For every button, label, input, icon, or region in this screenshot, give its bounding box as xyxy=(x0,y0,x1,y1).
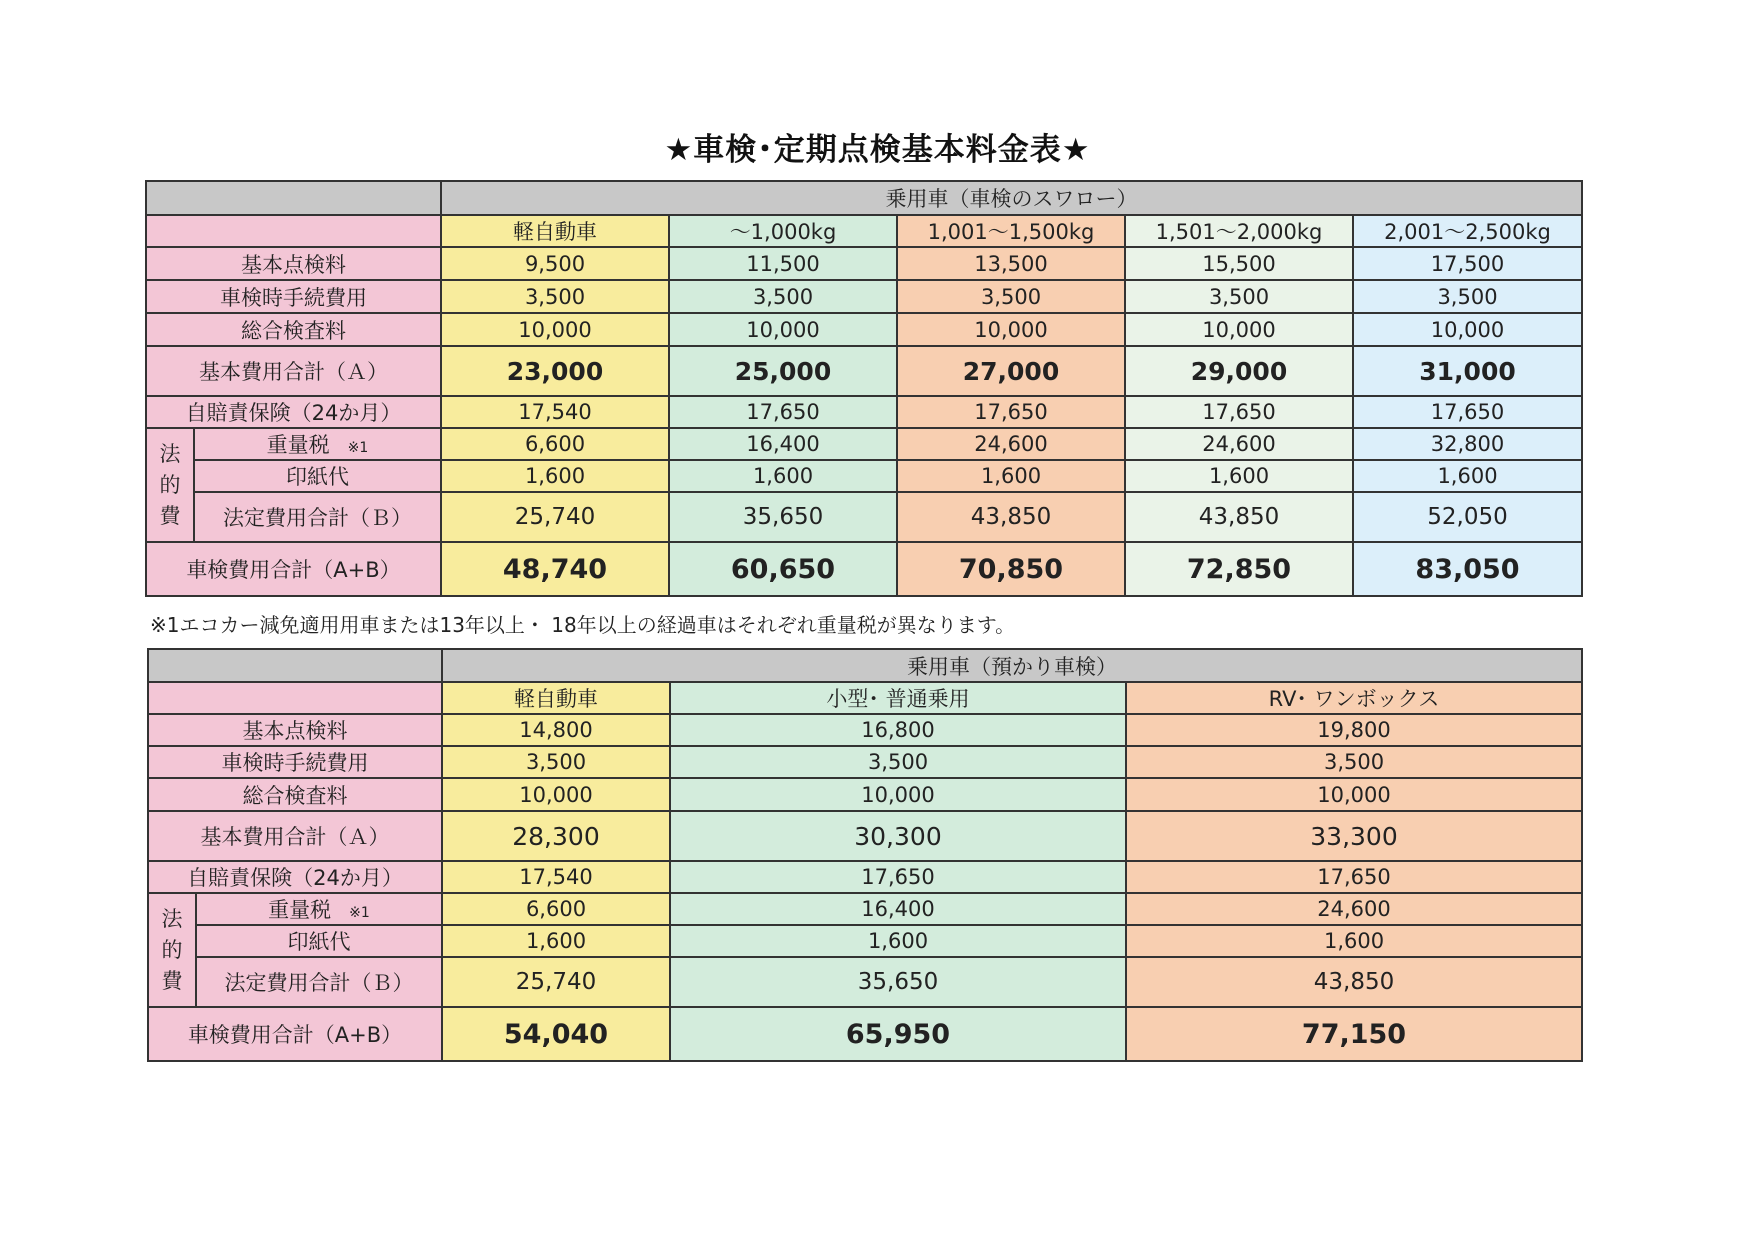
row-label-weight-tax xyxy=(194,428,441,460)
cell-value: 72,850 xyxy=(1125,542,1353,596)
cell-value: 16,400 xyxy=(670,893,1126,925)
column-header: 1,501～2,000kg xyxy=(1125,215,1353,247)
table-row-subtotal-a xyxy=(148,811,1582,861)
legal-fees-side-label xyxy=(146,428,194,542)
row-label: 総合検査料 xyxy=(146,313,441,346)
column-header-row xyxy=(148,682,1582,714)
cell-value: 6,600 xyxy=(442,893,670,925)
cell-value: 11,500 xyxy=(669,247,897,280)
cell-value: 83,050 xyxy=(1353,542,1582,596)
table-header: 乗用車（車検のスワロー） xyxy=(441,181,1582,215)
row-label: 印紙代 xyxy=(194,460,441,492)
column-header-row xyxy=(146,215,1582,247)
cell-value: 10,000 xyxy=(1353,313,1582,346)
column-header: ～1,000kg xyxy=(669,215,897,247)
cell-value: 10,000 xyxy=(1125,313,1353,346)
cell-value: 1,600 xyxy=(669,460,897,492)
table-row-grand-total xyxy=(148,1007,1582,1061)
column-header: 1,001～1,500kg xyxy=(897,215,1125,247)
cell-value: 10,000 xyxy=(441,313,669,346)
row-label: 印紙代 xyxy=(196,925,442,957)
side-label-char: 法 xyxy=(161,906,183,931)
fee-table-drop-off xyxy=(147,648,1583,1062)
row-label: 車検時手続費用 xyxy=(148,746,442,778)
table-header: 乗用車（預かり車検） xyxy=(442,649,1582,682)
cell-value: 3,500 xyxy=(670,746,1126,778)
cell-value: 1,600 xyxy=(442,925,670,957)
table-row xyxy=(146,460,1582,492)
cell-value: 15,500 xyxy=(1125,247,1353,280)
cell-value: 48,740 xyxy=(441,542,669,596)
cell-value: 1,600 xyxy=(1353,460,1582,492)
cell-value: 1,600 xyxy=(1126,925,1582,957)
cell-value: 16,800 xyxy=(670,714,1126,746)
cell-value: 1,600 xyxy=(897,460,1125,492)
table-row xyxy=(148,861,1582,893)
column-header-blank xyxy=(146,215,441,247)
cell-value: 10,000 xyxy=(669,313,897,346)
cell-value: 29,000 xyxy=(1125,346,1353,396)
column-header: 軽自動車 xyxy=(442,682,670,714)
header-blank-cell xyxy=(148,649,442,682)
cell-value: 3,500 xyxy=(669,280,897,313)
cell-value: 3,500 xyxy=(1125,280,1353,313)
cell-value: 33,300 xyxy=(1126,811,1582,861)
cell-value: 25,740 xyxy=(441,492,669,542)
row-label: 重量税 xyxy=(266,433,330,457)
row-label: 自賠責保険（24か月） xyxy=(146,396,441,428)
cell-value: 24,600 xyxy=(1126,893,1582,925)
cell-value: 19,800 xyxy=(1126,714,1582,746)
cell-value: 3,500 xyxy=(442,746,670,778)
table-row xyxy=(146,280,1582,313)
cell-value: 10,000 xyxy=(897,313,1125,346)
header-blank-cell xyxy=(146,181,441,215)
cell-value: 31,000 xyxy=(1353,346,1582,396)
cell-value: 10,000 xyxy=(670,778,1126,811)
row-label: 車検時手続費用 xyxy=(146,280,441,313)
cell-value: 17,540 xyxy=(442,861,670,893)
row-label: 車検費用合計（A+B） xyxy=(148,1007,442,1061)
table-row xyxy=(148,714,1582,746)
cell-value: 17,650 xyxy=(670,861,1126,893)
table-row xyxy=(148,893,1582,925)
column-header: 2,001～2,500kg xyxy=(1353,215,1582,247)
cell-value: 30,300 xyxy=(670,811,1126,861)
cell-value: 70,850 xyxy=(897,542,1125,596)
table-header-row xyxy=(146,181,1582,215)
cell-value: 9,500 xyxy=(441,247,669,280)
cell-value: 13,500 xyxy=(897,247,1125,280)
table-row xyxy=(148,746,1582,778)
cell-value: 77,150 xyxy=(1126,1007,1582,1061)
side-label-char: 費 xyxy=(161,968,183,993)
column-header: 軽自動車 xyxy=(441,215,669,247)
cell-value: 60,650 xyxy=(669,542,897,596)
cell-value: 43,850 xyxy=(1126,957,1582,1007)
cell-value: 17,650 xyxy=(1353,396,1582,428)
side-label-char: 費 xyxy=(159,503,181,528)
cell-value: 1,600 xyxy=(441,460,669,492)
table-row xyxy=(146,428,1582,460)
row-label: 車検費用合計（A+B） xyxy=(146,542,441,596)
cell-value: 17,540 xyxy=(441,396,669,428)
footnote-mark: ※1 xyxy=(347,440,369,456)
row-label: 自賠責保険（24か月） xyxy=(148,861,442,893)
table-row xyxy=(148,925,1582,957)
cell-value: 10,000 xyxy=(442,778,670,811)
legal-fees-side-label xyxy=(148,893,196,1007)
column-header: RV･ ワンボックス xyxy=(1126,682,1582,714)
cell-value: 3,500 xyxy=(441,280,669,313)
cell-value: 23,000 xyxy=(441,346,669,396)
cell-value: 14,800 xyxy=(442,714,670,746)
row-label: 総合検査料 xyxy=(148,778,442,811)
table-row xyxy=(148,778,1582,811)
table-header-row xyxy=(148,649,1582,682)
footnote: ※1エコカー減免適用用車または13年以上・ 18年以上の経過車はそれぞれ重量税が異なります。 xyxy=(150,613,1016,637)
table-row xyxy=(146,247,1582,280)
cell-value: 35,650 xyxy=(669,492,897,542)
cell-value: 65,950 xyxy=(670,1007,1126,1061)
cell-value: 3,500 xyxy=(897,280,1125,313)
row-label: 基本費用合計（Ａ） xyxy=(148,811,442,861)
table-row-grand-total xyxy=(146,542,1582,596)
cell-value: 28,300 xyxy=(442,811,670,861)
cell-value: 17,500 xyxy=(1353,247,1582,280)
cell-value: 54,040 xyxy=(442,1007,670,1061)
column-header: 小型･ 普通乗用 xyxy=(670,682,1126,714)
cell-value: 32,800 xyxy=(1353,428,1582,460)
cell-value: 25,740 xyxy=(442,957,670,1007)
row-label: 基本点検料 xyxy=(146,247,441,280)
cell-value: 27,000 xyxy=(897,346,1125,396)
cell-value: 24,600 xyxy=(897,428,1125,460)
fee-table-swallow xyxy=(145,180,1583,597)
table-row-subtotal-a xyxy=(146,346,1582,396)
table-row-subtotal-b xyxy=(146,492,1582,542)
cell-value: 17,650 xyxy=(897,396,1125,428)
cell-value: 17,650 xyxy=(1125,396,1353,428)
page-title: ★車検･定期点検基本料金表★ xyxy=(664,132,1091,168)
row-label: 法定費用合計（Ｂ） xyxy=(196,957,442,1007)
cell-value: 24,600 xyxy=(1125,428,1353,460)
table-row xyxy=(146,313,1582,346)
footnote-mark: ※1 xyxy=(349,905,370,921)
column-header-blank xyxy=(148,682,442,714)
cell-value: 3,500 xyxy=(1126,746,1582,778)
side-label-char: 的 xyxy=(161,937,183,962)
row-label: 基本点検料 xyxy=(148,714,442,746)
side-label-char: 法 xyxy=(159,441,181,466)
row-label: 重量税 xyxy=(268,898,332,922)
cell-value: 43,850 xyxy=(897,492,1125,542)
cell-value: 6,600 xyxy=(441,428,669,460)
cell-value: 35,650 xyxy=(670,957,1126,1007)
row-label: 法定費用合計（Ｂ） xyxy=(194,492,441,542)
table-row-subtotal-b xyxy=(148,957,1582,1007)
row-label-weight-tax xyxy=(196,893,442,925)
cell-value: 43,850 xyxy=(1125,492,1353,542)
cell-value: 10,000 xyxy=(1126,778,1582,811)
side-label-char: 的 xyxy=(159,472,181,497)
cell-value: 3,500 xyxy=(1353,280,1582,313)
cell-value: 1,600 xyxy=(670,925,1126,957)
cell-value: 25,000 xyxy=(669,346,897,396)
table-row xyxy=(146,396,1582,428)
cell-value: 52,050 xyxy=(1353,492,1582,542)
cell-value: 16,400 xyxy=(669,428,897,460)
row-label: 基本費用合計（Ａ） xyxy=(146,346,441,396)
cell-value: 17,650 xyxy=(669,396,897,428)
cell-value: 1,600 xyxy=(1125,460,1353,492)
cell-value: 17,650 xyxy=(1126,861,1582,893)
